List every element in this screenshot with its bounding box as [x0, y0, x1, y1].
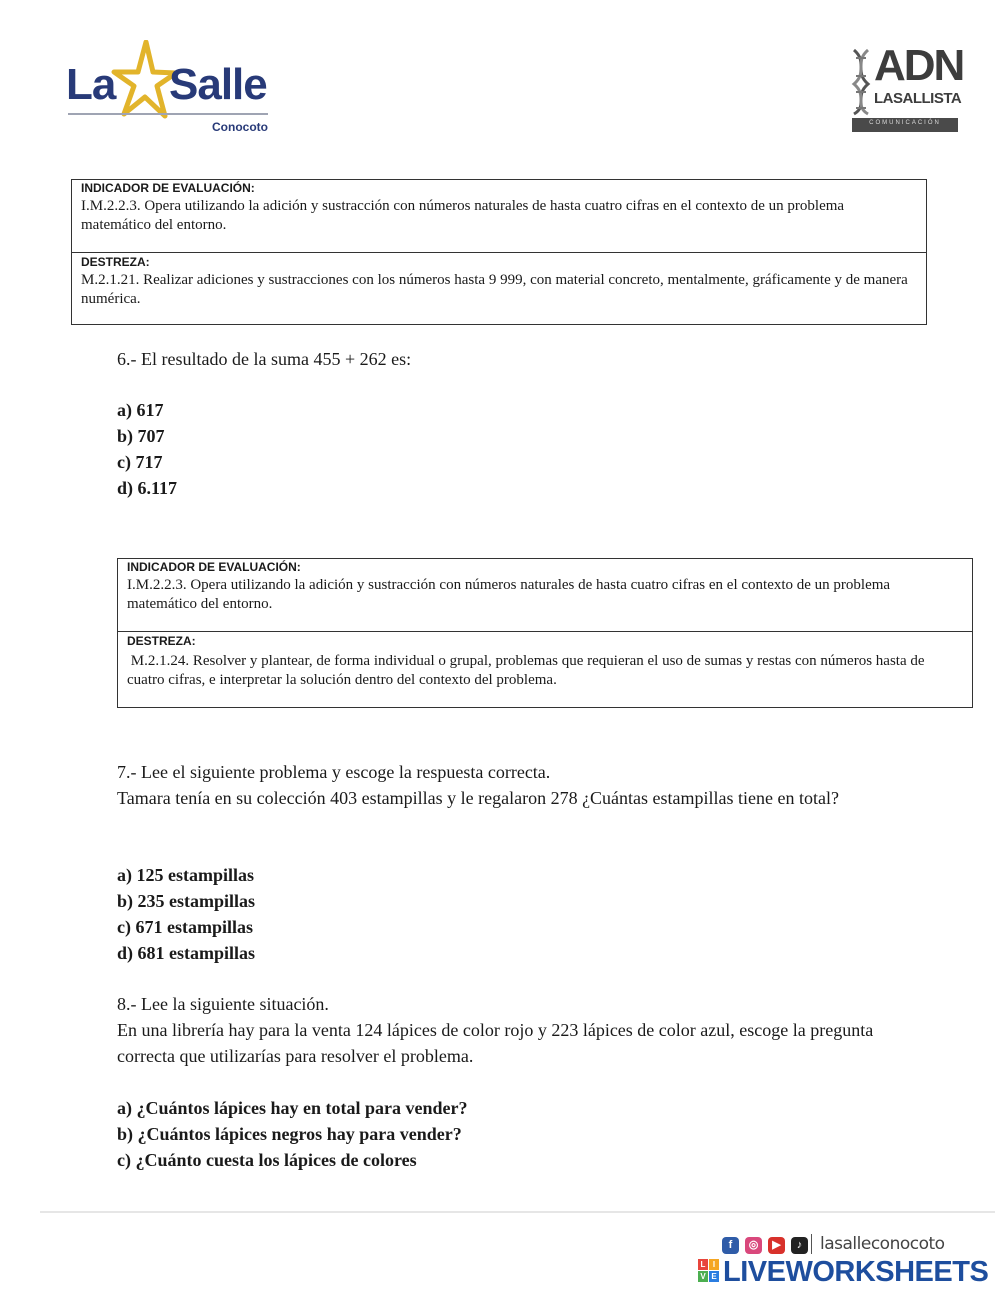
evaluation-box-1 [71, 179, 927, 325]
option-b[interactable]: b) 707 [117, 426, 165, 446]
question-8-options [117, 1095, 468, 1173]
logo-underline [68, 113, 268, 115]
lasalle-logo [66, 40, 281, 140]
live-badge-icon [698, 1259, 720, 1283]
option-a[interactable]: a) ¿Cuántos lápices hay en total para vender? [117, 1098, 468, 1118]
evaluation-box-2 [117, 558, 973, 708]
indicator-section [118, 559, 972, 631]
logo-la-text: La [66, 60, 116, 109]
skill-text: M.2.1.24. Resolver y plantear, de forma individual o grupal, problemas que requieran el uso de sumas y restas con números hasta de cuatro cifras, e interpretar la solución dentro del contexto del problema. [127, 653, 929, 688]
question-8 [117, 991, 887, 1069]
question-6-prompt: 6.- El resultado de la suma 455 + 262 es: [117, 349, 412, 369]
question-8-prompt: 8.- Lee la siguiente situación. [117, 994, 329, 1014]
question-6-options [117, 397, 177, 501]
option-d[interactable]: d) 6.117 [117, 478, 178, 498]
option-c[interactable]: c) ¿Cuánto cuesta los lápices de colores [117, 1150, 417, 1170]
indicator-text: I.M.2.2.3. Opera utilizando la adición y sustracción con números naturales de hasta cuatro cifras en el contexto de un problema matemático del entorno. [127, 577, 891, 612]
badge-v: V [698, 1271, 708, 1282]
badge-l: L [698, 1259, 708, 1270]
star-icon [108, 40, 178, 120]
instagram-icon: ◎ [745, 1237, 762, 1254]
skill-section [118, 631, 972, 690]
logo-salle-text: Salle [169, 60, 267, 109]
skill-label: DESTREZA: [81, 255, 150, 269]
indicator-text: I.M.2.2.3. Opera utilizando la adición y sustracción con números naturales de hasta cuatro cifras en el contexto de un problema matemático del entorno. [81, 198, 845, 233]
option-b[interactable]: b) 235 estampillas [117, 891, 256, 911]
indicator-label: INDICADOR DE EVALUACIÓN: [81, 181, 255, 195]
option-c[interactable]: c) 717 [117, 452, 163, 472]
adn-title: ADN [874, 41, 964, 90]
liveworksheets-brand: LIVEWORKSHEETS [723, 1256, 989, 1288]
question-8-body: En una librería hay para la venta 124 lápices de color rojo y 223 lápices de color azul, escoge la pregunta correcta que utilizarías para resolver el problema. [117, 1020, 874, 1066]
social-handle: lasalleconocoto [820, 1234, 945, 1254]
adn-lasallista-logo [848, 41, 964, 136]
skill-section [72, 252, 926, 309]
adn-subtitle: LASALLISTA [874, 90, 962, 107]
option-d[interactable]: d) 681 estampillas [117, 943, 256, 963]
option-b[interactable]: b) ¿Cuántos lápices negros hay para vender? [117, 1124, 462, 1144]
badge-i: I [709, 1259, 719, 1270]
option-a[interactable]: a) 125 estampillas [117, 865, 254, 885]
question-7 [117, 759, 887, 811]
option-a[interactable]: a) 617 [117, 400, 164, 420]
question-7-options [117, 862, 255, 966]
social-icons [722, 1236, 810, 1258]
indicator-label: INDICADOR DE EVALUACIÓN: [127, 560, 301, 574]
youtube-icon: ▶ [768, 1237, 785, 1254]
question-7-body: Tamara tenía en su colección 403 estampillas y le regalaron 278 ¿Cuántas estampillas tiene en total? [117, 788, 839, 808]
option-c[interactable]: c) 671 estampillas [117, 917, 253, 937]
question-7-prompt: 7.- Lee el siguiente problema y escoge la respuesta correcta. [117, 762, 551, 782]
tiktok-icon: ♪ [791, 1237, 808, 1254]
adn-band [852, 118, 958, 132]
facebook-icon: f [722, 1237, 739, 1254]
dna-icon [850, 48, 872, 116]
badge-e: E [709, 1271, 719, 1282]
social-divider [811, 1234, 812, 1254]
skill-label: DESTREZA: [127, 634, 196, 648]
footer-divider [40, 1211, 995, 1213]
logo-subtitle: Conocoto [212, 120, 268, 134]
adn-band-text: COMUNICACIÓN [869, 120, 941, 126]
indicator-section [72, 180, 926, 252]
skill-text: M.2.1.21. Realizar adiciones y sustracciones con los números hasta 9 999, con material concreto, mentalmente, gráficamente y de manera numérica. [81, 272, 908, 307]
